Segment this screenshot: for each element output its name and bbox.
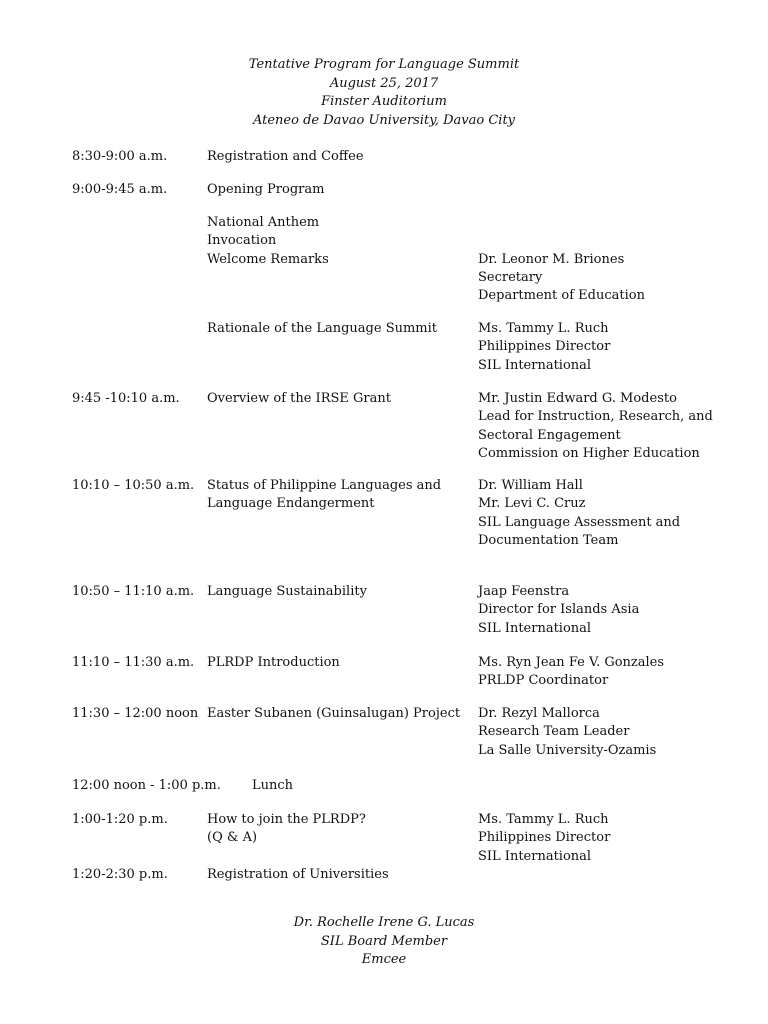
schedule-speaker: [478, 811, 712, 866]
lunch-time: 12:00 noon - 1:00 p.m.: [72, 778, 221, 793]
speaker-line: PRLDP Coordinator: [478, 673, 609, 689]
schedule-speaker: [478, 705, 712, 760]
event-line: Overview of the IRSE Grant: [207, 391, 391, 406]
speaker-line: La Salle University-Ozamis: [478, 742, 657, 758]
program-date: August 25, 2017: [329, 75, 439, 91]
speaker-line: Research Team Leader: [478, 724, 630, 740]
speaker-line: Mr. Levi C. Cruz: [478, 496, 586, 512]
schedule-speaker: [478, 583, 712, 638]
program-title: Tentative Program for Language Summit: [248, 57, 520, 72]
speaker-line: Documentation Team: [478, 532, 619, 548]
event-line: Easter Subanen (Guinsalugan) Project: [207, 706, 461, 721]
schedule-speaker: [478, 654, 712, 691]
event-line: (Q & A): [207, 830, 258, 846]
schedule-event: [207, 148, 472, 166]
speaker-line: Dr. Rezyl Mallorca: [478, 706, 600, 721]
speaker-line: Ms. Tammy L. Ruch: [478, 812, 609, 827]
schedule-time: 11:10 – 11:30 a.m.: [72, 655, 195, 670]
program-header: [0, 56, 768, 130]
speaker-line: Director for Islands Asia: [478, 602, 640, 618]
schedule-event: [207, 214, 472, 269]
event-line: Invocation: [207, 233, 277, 249]
event-line: Welcome Remarks: [207, 251, 329, 267]
speaker-line: Ms. Ryn Jean Fe V. Gonzales: [478, 655, 665, 670]
speaker-line: SIL International: [478, 620, 592, 636]
schedule-time: 9:00-9:45 a.m.: [72, 182, 168, 197]
schedule-event: [207, 181, 472, 199]
speaker-line: Ms. Tammy L. Ruch: [478, 321, 609, 336]
event-line: Registration and Coffee: [207, 149, 364, 164]
emcee-block: [0, 914, 768, 970]
schedule-event: [207, 390, 472, 408]
schedule-time: 10:10 – 10:50 a.m.: [72, 478, 195, 493]
speaker-line: Philippines Director: [478, 339, 611, 355]
speaker-line: SIL International: [478, 848, 592, 864]
schedule-event: [207, 583, 472, 601]
speaker-line: Sectoral Engagement: [478, 427, 621, 443]
speaker-line: Philippines Director: [478, 830, 611, 846]
emcee-role: SIL Board Member: [320, 933, 448, 949]
speaker-line: Lead for Instruction, Research, and: [478, 409, 713, 425]
event-line: Rationale of the Language Summit: [207, 321, 438, 336]
event-line: Registration of Universities: [207, 867, 389, 882]
schedule-time: 8:30-9:00 a.m.: [72, 149, 168, 164]
emcee-title: Emcee: [361, 952, 407, 967]
emcee-name: Dr. Rochelle Irene G. Lucas: [293, 915, 475, 930]
speaker-line: Department of Education: [478, 288, 645, 304]
schedule-time: 9:45 -10:10 a.m.: [72, 391, 180, 406]
event-line: Status of Philippine Languages and: [207, 478, 442, 493]
speaker-line: Mr. Justin Edward G. Modesto: [478, 391, 677, 406]
program-venue: Finster Auditorium: [321, 94, 447, 109]
speaker-line: Commission on Higher Education: [478, 445, 700, 461]
event-line: How to join the PLRDP?: [207, 812, 366, 827]
schedule-time: 1:00-1:20 p.m.: [72, 812, 168, 827]
schedule-event: [207, 320, 472, 338]
speaker-line: SIL Language Assessment and: [478, 514, 681, 530]
speaker-line: Dr. William Hall: [478, 478, 583, 493]
event-line: Language Sustainability: [207, 584, 367, 599]
speaker-line: Secretary: [478, 269, 543, 285]
event-line: PLRDP Introduction: [207, 655, 340, 670]
lunch-label: Lunch: [252, 778, 294, 793]
schedule-speaker: [478, 320, 712, 375]
speaker-line: [478, 214, 712, 232]
speaker-line: SIL International: [478, 357, 592, 373]
schedule-event: [207, 705, 472, 723]
schedule-time: 11:30 – 12:00 noon: [72, 706, 199, 721]
speaker-line: [478, 232, 712, 250]
event-line: Language Endangerment: [207, 496, 375, 512]
speaker-line: Jaap Feenstra: [478, 584, 570, 599]
event-line: Opening Program: [207, 182, 325, 197]
schedule-speaker: [478, 390, 712, 463]
schedule-event: [207, 866, 472, 884]
schedule-time: 1:20-2:30 p.m.: [72, 867, 168, 882]
schedule-time: 10:50 – 11:10 a.m.: [72, 584, 195, 599]
schedule-event: [207, 477, 472, 514]
schedule-event: [207, 654, 472, 672]
event-line: National Anthem: [207, 215, 320, 230]
schedule-speaker: [478, 477, 712, 550]
speaker-line: Dr. Leonor M. Briones: [478, 251, 625, 267]
schedule-event: [207, 811, 472, 848]
program-location: Ateneo de Davao University, Davao City: [252, 112, 516, 128]
schedule-speaker: [478, 214, 712, 305]
